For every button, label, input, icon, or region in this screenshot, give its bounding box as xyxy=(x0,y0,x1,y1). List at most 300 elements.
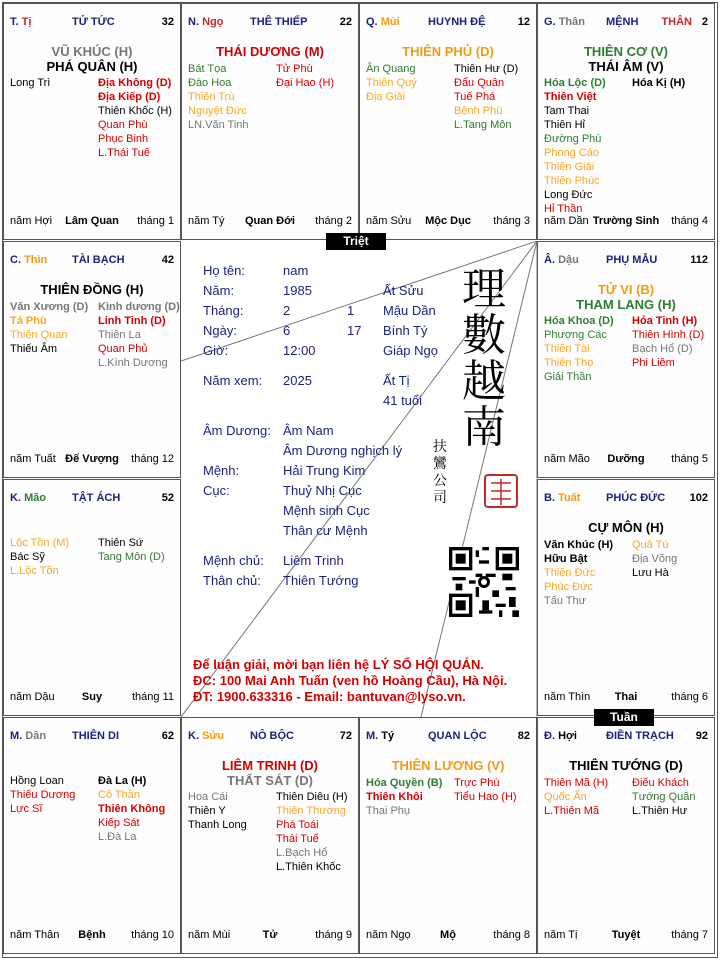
minor-star: Phá Toái xyxy=(276,819,319,831)
palace-than xyxy=(537,3,715,240)
palace-stem: C. xyxy=(10,254,21,266)
footer-year: năm Tuất xyxy=(10,453,56,465)
minor-star: L.Lộc Tồn xyxy=(10,565,59,577)
footer-month: tháng 8 xyxy=(493,929,530,941)
palace-branch: Dậu xyxy=(558,254,579,266)
amduong-label: Âm Dương: xyxy=(203,423,271,438)
minor-star: Phong Cáo xyxy=(544,147,600,159)
palace-footer xyxy=(188,929,352,943)
footer-stage: Dưỡng xyxy=(607,453,645,465)
minor-star: Hồng Loan xyxy=(10,775,64,787)
minor-star: L.Đà La xyxy=(98,831,137,843)
minor-star: Lực Sĩ xyxy=(10,803,43,815)
footer-stage: Trường Sinh xyxy=(592,215,660,227)
calligraphy-title xyxy=(459,264,509,453)
cuc-label: Cục: xyxy=(203,483,230,498)
minor-star: L.Tang Môn xyxy=(454,119,512,131)
palace-stem: B. xyxy=(544,492,555,504)
palace-header xyxy=(10,730,174,744)
minor-star: Phượng Các xyxy=(544,329,607,341)
footer-stage: Bệnh xyxy=(78,929,106,941)
minor-star: Thiên Phúc xyxy=(544,175,600,187)
minor-stars-right xyxy=(454,62,537,132)
palace-footer xyxy=(366,215,530,229)
major-stars xyxy=(538,282,714,312)
month-lunar: 1 xyxy=(347,303,355,318)
minor-stars-left xyxy=(10,76,96,90)
minor-star: L.Thiên Hư xyxy=(632,805,688,817)
minor-stars-left xyxy=(366,62,452,104)
footer-month: tháng 5 xyxy=(671,453,708,465)
minor-star: Thiên Quan xyxy=(10,329,68,341)
contact-line-1: Để luận giải, mời bạn liên hệ LÝ SỐ HỘI QUÁN. xyxy=(193,657,484,672)
palace-footer xyxy=(10,691,174,705)
major-star: THÁI ÂM (V) xyxy=(588,59,664,74)
palace-branch: Tị xyxy=(21,16,32,28)
palace-header xyxy=(10,254,174,268)
minor-star: Long Đức xyxy=(544,189,593,201)
palace-name: PHỤ MẪU xyxy=(606,254,658,266)
palace-header xyxy=(366,730,530,744)
palace-branch: Mão xyxy=(24,492,47,504)
minor-star: Bác Sỹ xyxy=(10,551,45,563)
minor-star: Tiểu Hao (H) xyxy=(454,791,517,803)
center-panel xyxy=(181,241,537,717)
palace-stem: Q. xyxy=(366,16,378,28)
amduong-2: Âm Dương nghịch lý xyxy=(283,443,403,458)
month-canchi: Mậu Dần xyxy=(383,303,436,318)
callig-sub-char: 鸞 xyxy=(433,456,447,472)
minor-star: Hóa Lộc (D) xyxy=(544,77,606,89)
callig-sub-char: 公 xyxy=(433,473,447,489)
palace-stem: M. xyxy=(366,730,379,742)
minor-star: L.Bạch Hổ xyxy=(276,847,328,859)
day-label: Ngày: xyxy=(203,323,237,338)
minor-star: Tuế Phá xyxy=(454,91,496,103)
major-star: THIÊN PHỦ (D) xyxy=(402,44,494,59)
qr-code-icon[interactable] xyxy=(449,547,519,617)
palace-footer xyxy=(544,691,708,705)
minor-star: Thiên La xyxy=(98,329,141,341)
calligraphy-subtitle xyxy=(433,439,449,507)
palace-position xyxy=(544,254,579,266)
major-star: THAM LANG (H) xyxy=(576,297,676,312)
palace-branch: Ngọ xyxy=(202,16,224,28)
major-star: PHÁ QUÂN (H) xyxy=(46,59,138,74)
palace-dau xyxy=(537,241,715,478)
footer-month: tháng 2 xyxy=(315,215,352,227)
minor-star: Thai Phụ xyxy=(366,805,411,817)
palace-number: 52 xyxy=(161,492,174,504)
palace-number: 112 xyxy=(690,254,708,266)
palace-mui xyxy=(359,3,537,240)
day-lunar: 17 xyxy=(347,323,362,338)
minor-star: Quan Phù xyxy=(98,119,148,131)
minor-stars-left xyxy=(366,776,452,818)
palace-stem: G. xyxy=(544,16,556,28)
name-value: nam xyxy=(283,263,309,278)
minor-star: Thiên Khôi xyxy=(366,791,423,803)
major-star: TỬ VI (B) xyxy=(597,282,655,297)
palace-stem: M. xyxy=(10,730,23,742)
major-stars xyxy=(360,758,536,773)
palace-footer xyxy=(10,453,174,467)
palace-hoi xyxy=(537,717,715,954)
minor-star: Lưu Hà xyxy=(632,567,669,579)
palace-number: 92 xyxy=(695,730,708,742)
footer-year: năm Dần xyxy=(544,215,589,227)
footer-year: năm Mùi xyxy=(188,929,231,941)
minor-star: Long Trì xyxy=(10,77,51,89)
minor-stars-left xyxy=(544,776,630,818)
footer-year: năm Thìn xyxy=(544,691,591,703)
minor-star: Phúc Đức xyxy=(544,581,593,593)
tuan-marker: Tuần xyxy=(594,709,654,726)
major-stars xyxy=(538,758,714,773)
minor-star: Bệnh Phù xyxy=(454,105,503,117)
palace-position xyxy=(544,16,585,28)
footer-month: tháng 7 xyxy=(671,929,708,941)
palace-footer xyxy=(544,453,708,467)
minor-star: Thiên Thọ xyxy=(544,357,594,369)
palace-position xyxy=(366,730,394,742)
minor-star: L.Thiên Mã xyxy=(544,805,600,817)
palace-dan xyxy=(3,717,181,954)
major-stars xyxy=(538,520,714,535)
minor-star: Thanh Long xyxy=(188,819,247,831)
callig-sub-char: 扶 xyxy=(433,439,447,455)
day-solar: 6 xyxy=(283,323,291,338)
major-stars xyxy=(4,44,180,74)
footer-year: năm Dậu xyxy=(10,691,55,703)
palace-number: 22 xyxy=(339,16,352,28)
amduong-1: Âm Nam xyxy=(283,423,334,438)
minor-star: Đà La (H) xyxy=(98,775,147,787)
minor-star: Địa Giải xyxy=(366,91,406,103)
minor-stars-right xyxy=(632,776,715,818)
minor-star: Địa Không (D) xyxy=(98,77,172,89)
minor-stars-right xyxy=(98,300,181,370)
palace-ti xyxy=(3,3,181,240)
minor-star: Phục Binh xyxy=(98,133,149,145)
minor-stars-left xyxy=(10,774,96,816)
footer-year: năm Ngọ xyxy=(366,929,411,941)
minor-stars-right xyxy=(98,76,181,160)
footer-month: tháng 9 xyxy=(315,929,352,941)
palace-position xyxy=(366,16,400,28)
minor-star: Thiên Trù xyxy=(188,91,235,103)
minor-star: Đại Hao (H) xyxy=(276,77,335,89)
footer-year: năm Thân xyxy=(10,929,60,941)
triet-marker: Triệt xyxy=(326,233,386,250)
minor-star: Thiên Không xyxy=(98,803,166,815)
menh-value: Hải Trung Kim xyxy=(283,463,366,478)
palace-number: 12 xyxy=(517,16,530,28)
footer-stage: Mộc Dục xyxy=(425,215,471,227)
thanchu-value: Thiên Tướng xyxy=(283,573,359,588)
palace-branch: Sửu xyxy=(202,730,225,742)
footer-month: tháng 12 xyxy=(131,453,174,465)
major-star: THẤT SÁT (D) xyxy=(227,773,313,788)
year-label: Năm: xyxy=(203,283,235,298)
contact-line-2: ĐC: 100 Mai Anh Tuấn (ven hồ Hoàng Cầu), Hà Nội. xyxy=(193,673,508,688)
footer-stage: Lâm Quan xyxy=(65,215,119,227)
callig-char: 理 xyxy=(462,264,506,315)
palace-name: TẬT ÁCH xyxy=(72,492,121,504)
palace-header xyxy=(188,16,352,30)
menh-label: Mệnh: xyxy=(203,463,240,478)
minor-stars-right xyxy=(454,776,537,804)
minor-stars-left xyxy=(188,62,274,132)
footer-stage: Tử xyxy=(262,929,278,941)
palace-footer xyxy=(188,215,352,229)
palace-position xyxy=(544,730,577,742)
minor-star: Quả Tú xyxy=(632,539,669,551)
palace-header xyxy=(544,254,708,268)
minor-stars-left xyxy=(10,536,96,578)
major-star: THIÊN ĐỒNG (H) xyxy=(40,282,144,297)
palace-position xyxy=(10,492,46,504)
minor-stars-right xyxy=(276,790,359,874)
month-solar: 2 xyxy=(283,303,291,318)
minor-star: Địa Kiếp (D) xyxy=(98,91,161,103)
palace-name: TỬ TỨC xyxy=(72,16,115,28)
minor-star: Giải Thần xyxy=(544,371,592,383)
minor-star: Thiên Quý xyxy=(366,77,417,89)
palace-number: 2 xyxy=(701,16,708,28)
minor-stars-left xyxy=(544,538,630,608)
palace-position xyxy=(10,730,46,742)
palace-name: NÔ BỘC xyxy=(250,730,294,742)
palace-mao xyxy=(3,479,181,716)
palace-footer xyxy=(10,929,174,943)
minor-stars-right xyxy=(98,774,181,844)
minor-star: Hóa Quyền (B) xyxy=(366,777,443,789)
footer-month: tháng 3 xyxy=(493,215,530,227)
callig-char: 越 xyxy=(462,356,506,407)
footer-year: năm Hợi xyxy=(10,215,53,227)
minor-star: Tử Phù xyxy=(276,63,313,75)
menhchu-value: Liêm Trinh xyxy=(283,553,344,568)
palace-stem: T. xyxy=(10,16,19,28)
menhchu-label: Mệnh chủ: xyxy=(203,553,264,568)
major-stars xyxy=(538,44,714,74)
major-star: VŨ KHÚC (H) xyxy=(51,44,133,59)
minor-star: Quan Phủ xyxy=(98,343,148,355)
minor-star: Thiên Việt xyxy=(544,91,597,103)
footer-stage: Đế Vượng xyxy=(65,453,119,465)
footer-stage: Quan Đới xyxy=(245,215,295,227)
minor-star: Quốc Ấn xyxy=(544,791,587,803)
palace-stem: K. xyxy=(188,730,199,742)
minor-star: Thiên Khốc (H) xyxy=(98,105,172,117)
palace-header xyxy=(544,730,708,744)
minor-star: Đường Phù xyxy=(544,133,602,145)
palace-footer xyxy=(544,929,708,943)
minor-star: Tướng Quân xyxy=(632,791,696,803)
palace-branch: Dần xyxy=(25,730,47,742)
palace-branch: Thân xyxy=(558,16,585,28)
minor-star: Thiên Đức xyxy=(544,567,596,579)
minor-star: L.Kình Dương xyxy=(98,357,168,369)
cuc-1: Thuỷ Nhị Cục xyxy=(283,483,362,498)
minor-star: Điếu Khách xyxy=(632,777,689,789)
palace-name: ĐIỀN TRẠCH xyxy=(606,730,674,742)
palace-number: 72 xyxy=(339,730,352,742)
major-star: THIÊN TƯỚNG (D) xyxy=(569,758,683,773)
contact-line-3: ĐT: 1900.633316 - Email: bantuvan@lyso.vn. xyxy=(193,689,466,704)
minor-stars-left xyxy=(10,300,96,356)
palace-position xyxy=(188,730,224,742)
major-star: THÁI DƯƠNG (M) xyxy=(216,44,324,59)
minor-star: Thiên Mã (H) xyxy=(544,777,609,789)
palace-header xyxy=(10,492,174,506)
palace-number: 42 xyxy=(161,254,174,266)
minor-star: Tả Phù xyxy=(10,315,47,327)
palace-suu xyxy=(181,717,359,954)
palace-number: 102 xyxy=(689,492,708,504)
minor-star: Ân Quang xyxy=(366,63,416,75)
year-canchi: Ất Sửu xyxy=(383,283,424,298)
palace-branch: Mùi xyxy=(380,16,400,28)
view-year-value: 2025 xyxy=(283,373,312,388)
cuc-2: Mệnh sinh Cục xyxy=(283,503,370,518)
palace-header xyxy=(366,16,530,30)
minor-star: Cô Thần xyxy=(98,789,140,801)
minor-stars-right xyxy=(276,62,359,90)
major-stars xyxy=(182,44,358,59)
day-canchi: Bính Tý xyxy=(383,323,428,338)
hour-value: 12:00 xyxy=(283,343,316,358)
minor-stars-left xyxy=(544,314,630,384)
thanchu-label: Thân chủ: xyxy=(203,573,261,588)
minor-stars-right xyxy=(632,314,715,370)
footer-year: năm Mão xyxy=(544,453,590,465)
minor-star: Linh Tinh (D) xyxy=(98,315,166,327)
minor-star: Thiên Hỉ xyxy=(544,119,585,131)
palace-header xyxy=(10,16,174,30)
palace-number: 62 xyxy=(161,730,174,742)
footer-month: tháng 11 xyxy=(131,691,174,703)
callig-char: 南 xyxy=(462,402,506,453)
name-label: Họ tên: xyxy=(203,263,245,278)
minor-star: Đào Hoa xyxy=(188,77,232,89)
palace-tuat xyxy=(537,479,715,716)
minor-star: Thái Tuế xyxy=(276,833,319,845)
palace-position xyxy=(544,492,580,504)
minor-star: Văn Khúc (H) xyxy=(544,539,614,551)
minor-star: Hoa Cái xyxy=(188,791,228,803)
minor-star: Thiếu Dương xyxy=(10,789,76,801)
palace-name: TÀI BẠCH xyxy=(72,254,125,266)
major-star: THIÊN CƠ (V) xyxy=(583,44,669,59)
callig-sub-char: 司 xyxy=(433,490,447,506)
red-seal-icon xyxy=(483,473,519,509)
palace-name: THÊ THIẾP xyxy=(250,16,308,28)
minor-star: Nguyệt Đức xyxy=(188,105,247,117)
palace-name: HUYNH ĐỆ xyxy=(428,16,486,28)
palace-name: THIÊN DI xyxy=(72,730,120,742)
footer-stage: Mộ xyxy=(440,929,456,941)
major-star: CỰ MÔN (H) xyxy=(588,520,664,535)
footer-stage: Suy xyxy=(81,691,103,703)
minor-star: Thiếu Âm xyxy=(10,343,58,355)
minor-star: Thiên Sứ xyxy=(98,537,144,549)
palace-branch: Hợi xyxy=(558,730,577,742)
palace-position xyxy=(10,254,47,266)
palace-header xyxy=(544,492,708,506)
minor-star: Thiên Hình (D) xyxy=(632,329,705,341)
minor-star: Hóa Khoa (D) xyxy=(544,315,614,327)
minor-star: Văn Xương (D) xyxy=(10,301,89,313)
footer-month: tháng 1 xyxy=(137,215,174,227)
year-value: 1985 xyxy=(283,283,312,298)
palace-branch: Thìn xyxy=(24,254,48,266)
minor-star: Thiên Thương xyxy=(276,805,347,817)
palace-name: PHÚC ĐỨC xyxy=(606,492,666,504)
palace-footer xyxy=(10,215,174,229)
minor-star: L.Thiên Khốc xyxy=(276,861,341,873)
minor-star: Thiên Y xyxy=(188,805,226,817)
palace-header xyxy=(188,730,352,744)
palace-number: 82 xyxy=(517,730,530,742)
view-year-canchi: Ất Tị xyxy=(383,373,410,388)
minor-star: Phi Liêm xyxy=(632,357,675,369)
palace-name: QUAN LỘC xyxy=(428,730,487,742)
footer-month: tháng 10 xyxy=(131,929,174,941)
minor-star: Bạch Hổ (D) xyxy=(632,343,693,355)
hour-label: Giờ: xyxy=(203,343,229,358)
minor-star: Hỉ Thần xyxy=(544,203,583,215)
palace-footer xyxy=(544,215,708,229)
palace-branch: Tuất xyxy=(558,492,581,504)
age: 41 tuổi xyxy=(383,393,423,408)
minor-star: Trực Phù xyxy=(454,777,500,789)
footer-year: năm Tý xyxy=(188,215,225,227)
cuc-3: Thân cư Mệnh xyxy=(283,523,368,538)
minor-star: Tấu Thư xyxy=(544,595,587,607)
palace-footer xyxy=(366,929,530,943)
minor-star: LN.Văn Tinh xyxy=(188,119,249,131)
minor-star: Kiếp Sát xyxy=(98,817,140,829)
palace-stem: Đ. xyxy=(544,730,555,742)
palace-ty xyxy=(359,717,537,954)
minor-stars-right xyxy=(98,536,181,564)
minor-star: Thiên Tài xyxy=(544,343,590,355)
palace-thin xyxy=(3,241,181,478)
major-stars xyxy=(360,44,536,59)
minor-star: Kình dương (D) xyxy=(98,301,180,313)
palace-ngo xyxy=(181,3,359,240)
palace-position xyxy=(10,16,31,28)
major-stars xyxy=(4,282,180,297)
minor-star: Hỏa Tinh (H) xyxy=(632,315,698,327)
minor-star: L.Thái Tuế xyxy=(98,147,150,159)
footer-stage: Tuyệt xyxy=(611,929,641,941)
minor-star: Địa Võng xyxy=(632,553,678,565)
minor-star: Lộc Tồn (M) xyxy=(10,537,70,549)
footer-year: năm Sửu xyxy=(366,215,412,227)
minor-star: Đẩu Quân xyxy=(454,77,505,89)
major-stars xyxy=(182,758,358,788)
palace-stem: N. xyxy=(188,16,199,28)
palace-number: 32 xyxy=(161,16,174,28)
minor-star: Thiên Giải xyxy=(544,161,595,173)
month-label: Tháng: xyxy=(203,303,244,318)
footer-year: năm Tị xyxy=(544,929,578,941)
callig-char: 數 xyxy=(462,310,506,361)
view-year-label: Năm xem: xyxy=(203,373,263,388)
